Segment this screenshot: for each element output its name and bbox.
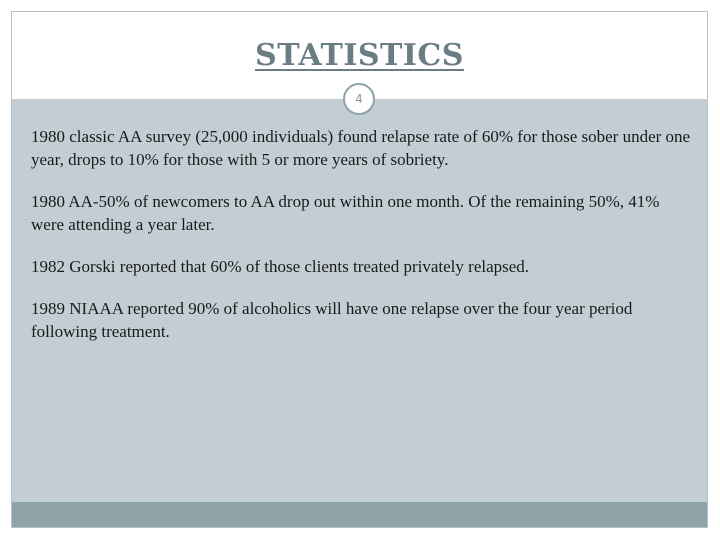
slide-title: STATISTICS — [255, 38, 464, 73]
bottom-bar — [12, 502, 707, 527]
paragraph: 1980 classic AA survey (25,000 individuals) found relapse rate of 60% for those sober under one year, drops to 10% for those with 5 or more years of sobriety. — [31, 127, 691, 169]
paragraph: 1982 Gorski reported that 60% of those clients treated privately relapsed. — [31, 257, 530, 276]
slide-body — [31, 125, 691, 362]
paragraph: 1989 NIAAA reported 90% of alcoholics will have one relapse over the four year period following treatment. — [31, 299, 633, 341]
paragraph: 1980 AA-50% of newcomers to AA drop out within one month. Of the remaining 50%, 41% were attending a year later. — [31, 192, 660, 234]
page-number-badge: 4 — [343, 83, 375, 115]
